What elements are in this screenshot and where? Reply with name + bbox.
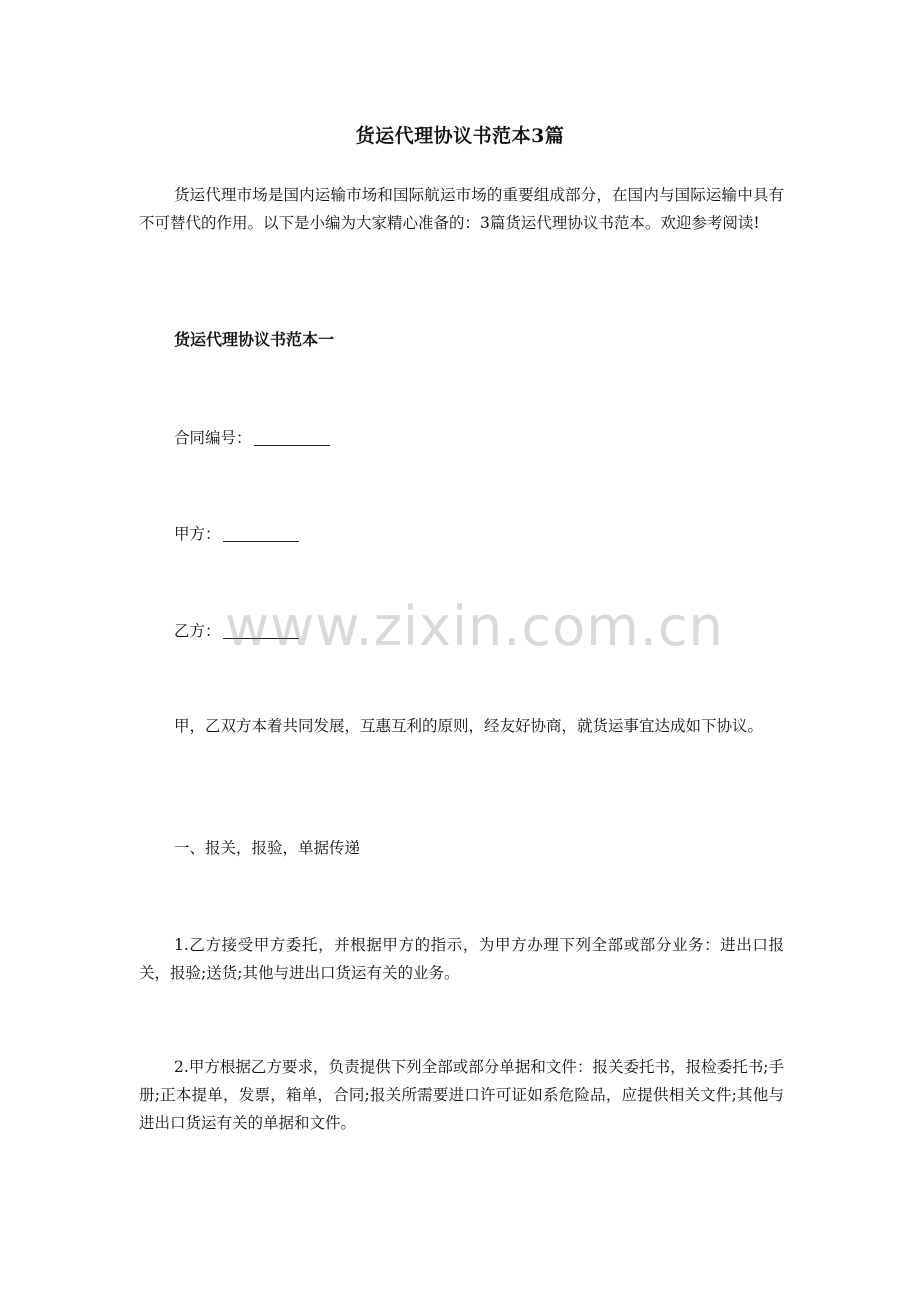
clause-1-paragraph: 1.乙方接受甲方委托，并根据甲方的指示，为甲方办理下列全部或部分业务：进出口报关，报验;送货;其他与进出口货运有关的业务。 [139,936,784,982]
clause-2-paragraph: 2.甲方根据乙方要求，负责提供下列全部或部分单据和文件：报关委托书，报检委托书;手册;正本提单，发票，箱单，合同;报关所需要进口许可证如系危险品，应提供相关文件;其他与进出口货运有关的单据和文件。 [139,1058,784,1132]
clause-heading: 一、报关，报验，单据传递 [174,839,361,857]
party-a-blank [223,523,299,542]
contract-number-blank [254,427,330,446]
party-b-blank [223,620,299,639]
party-a-line [174,520,299,548]
party-b-line [174,617,299,645]
document-title: 货运代理协议书范本3篇 [355,125,565,147]
contract-number-line [174,424,330,452]
intro-paragraph: 货运代理市场是国内运输市场和国际航运市场的重要组成部分，在国内与国际运输中具有不可替代的作用。以下是小编为大家精心准备的：3篇货运代理协议书范本。欢迎参考阅读! [139,186,784,232]
watermark-text: www.zixin.com.cn [225,595,724,658]
party-b-label: 乙方： [174,622,221,640]
contract-number-label: 合同编号： [174,429,252,447]
agreement-paragraph: 甲，乙双方本着共同发展，互惠互利的原则，经友好协商，就货运事宜达成如下协议。 [174,717,764,735]
section-heading: 货运代理协议书范本一 [174,330,335,349]
party-a-label: 甲方： [174,525,221,543]
